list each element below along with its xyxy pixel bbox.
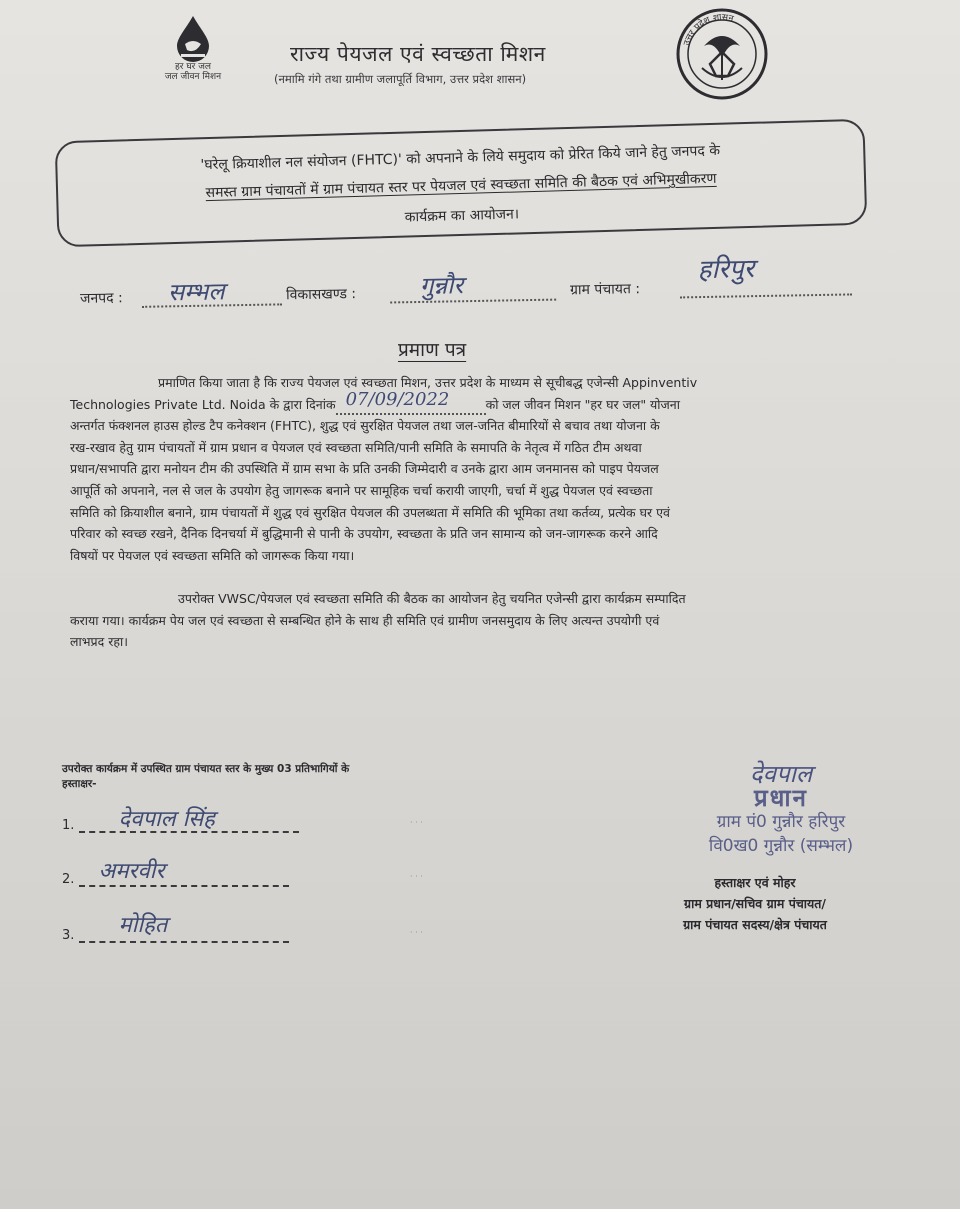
para1-line-2 — [70, 389, 912, 416]
stamp-line-2: वि0ख0 गुन्नौर (सम्भल) — [708, 836, 854, 856]
certificate-title: प्रमाण पत्र — [398, 339, 467, 361]
block-handwritten-value: गुन्नौर — [419, 271, 464, 300]
sign-block-line-1: हस्ताक्षर एवं मोहर — [714, 875, 796, 890]
mission-title: राज्य पेयजल एवं स्वच्छता मिशन — [290, 42, 546, 66]
logo-caption-1: हर घर जल — [175, 62, 211, 72]
para2-line-3: लाभप्रद रहा। — [70, 634, 128, 650]
signature-dashed-line — [79, 913, 289, 943]
signature-block — [630, 872, 880, 935]
mission-subtitle: (नमामि गंगे तथा ग्रामीण जलापूर्ति विभाग, उत्तर प्रदेश शासन) — [274, 72, 527, 86]
program-banner — [55, 119, 868, 248]
para1-line-7: समिति को क्रियाशील बनाने, ग्राम पंचायतों में शुद्ध एवं सुरक्षित पेयजल की उपलब्धता में समिति की भूमिका तथा कर्तव्य, प्रत्येक घर एवं — [70, 504, 670, 520]
sign-block-line-2: ग्राम प्रधान/सचिव ग्राम पंचायत/ — [684, 896, 826, 911]
participant-signature-row — [62, 913, 289, 943]
date-dotted-line — [336, 389, 486, 415]
banner-line-3: कार्यक्रम का आयोजन। — [404, 206, 520, 226]
para1-line-4: रख-रखाव हेतु ग्राम पंचायतों में ग्राम प्रधान व पेयजल एवं स्वच्छता समिति/पानी समिति के समापति के नेतृत्व में गठित टीम अथवा — [70, 439, 642, 455]
block-label: विकासखण्ड : — [285, 286, 357, 304]
participants-intro-line-2: हस्ताक्षर- — [62, 778, 97, 790]
participant-signature-row — [62, 807, 299, 833]
panchayat-handwritten-value: हरिपुर — [697, 254, 755, 286]
district-handwritten-value: सम्भल — [167, 277, 225, 307]
district-label: जनपद : — [79, 290, 123, 307]
water-drop-icon — [173, 14, 213, 62]
certificate-paragraph-1 — [70, 372, 912, 566]
para1-line-9: विषयों पर पेयजल एवं स्वच्छता समिति को जागरूक किया गया। — [70, 547, 355, 563]
block-dotted-line — [390, 285, 556, 304]
para1-line-1: प्रमाणित किया जाता है कि राज्य पेयजल एवं स्वच्छता मिशन, उत्तर प्रदेश के माध्यम से सूचीबद्ध एजेन्सी Appinventiv — [158, 375, 698, 390]
up-government-seal-icon — [674, 6, 770, 102]
participant-signature: देवपाल सिंह — [118, 807, 215, 832]
participant-number: 1. — [62, 818, 75, 833]
har-ghar-jal-logo — [158, 14, 228, 96]
participant-number: 3. — [62, 928, 75, 943]
sign-block-line-3: ग्राम पंचायत सदस्य/क्षेत्र पंचायत — [683, 917, 827, 932]
participants-intro — [62, 762, 532, 792]
stamp-line-1: ग्राम पं0 गुन्नौर हरिपुर — [716, 812, 846, 832]
certificate-paragraph-2 — [70, 588, 912, 653]
stamp-role: प्रधान — [754, 784, 808, 812]
banner-line-1: 'घरेलू क्रियाशील नल संयोजन (FHTC)' को अपनाने के लिये समुदाय को प्रेरित किये जाने हेतु जनपद के — [200, 142, 721, 174]
participant-number: 2. — [62, 872, 75, 887]
faint-mark: · · · — [410, 818, 423, 827]
date-handwritten-value: 07/09/2022 — [345, 389, 450, 411]
pradhan-handwritten-signature: देवपाल — [749, 760, 813, 788]
pradhan-stamp — [656, 762, 906, 858]
para1-line-8: परिवार को स्वच्छ रखने, दैनिक दिनचर्या में बुद्धिमानी से पानी के उपयोग, स्वच्छता के प्रति जन सामान्य को जन-जागरूक करने आदि — [70, 526, 658, 542]
para1-line-2-end: को जल जीवन मिशन "हर घर जल" योजना — [485, 396, 680, 412]
faint-mark: · · · — [410, 872, 423, 881]
para2-line-1: उपरोक्त VWSC/पेयजल एवं स्वच्छता समिति की बैठक का आयोजन हेतु चयनित एजेन्सी द्वारा कार्यक्रम सम्पादित — [178, 591, 686, 606]
seal-text: उत्तर प्रदेश शासन — [682, 12, 735, 47]
participants-intro-line-1: उपरोक्त कार्यक्रम में उपस्थित ग्राम पंचायत स्तर के मुख्य 03 प्रतिभागियों के — [62, 763, 350, 775]
participant-signature: मोहित — [118, 913, 168, 938]
faint-mark: · · · — [410, 928, 423, 937]
participant-signature-row — [62, 859, 289, 887]
para2-line-2: कराया गया। कार्यक्रम पेय जल एवं स्वच्छता से सम्बन्धित होने के साथ ही समिति एवं ग्रामीण जनसमुदाय के लिए अत्यन्त उपयोगी एवं — [70, 612, 660, 628]
signature-dashed-line — [79, 807, 299, 833]
logo-caption-2: जल जीवन मिशन — [164, 72, 222, 82]
banner-line-2: समस्त ग्राम पंचायतों में ग्राम पंचायत स्तर पर पेयजल एवं स्वच्छता समिति की बैठक एवं अभिमुखीकरण — [205, 170, 717, 202]
para1-line-3: अन्तर्गत फंक्शनल हाउस होल्ड टैप कनेक्शन (FHTC), शुद्ध एवं सुरक्षित पेयजल तथा जल-जनित बीमारियों से बचाव तथा योजना के — [70, 418, 660, 434]
para1-line-5: प्रधान/सभापति द्वारा मनोयन टीम की उपस्थिति में ग्राम सभा के प्रति उनकी जिम्मेदारी व उनके द्वारा आम जनमानस को पाइप पेयजल — [70, 461, 659, 477]
location-fields — [79, 254, 870, 313]
signature-dashed-line — [79, 859, 289, 887]
para1-line-2-start: Technologies Private Ltd. Noida के द्वारा दिनांक — [70, 396, 336, 412]
panchayat-label: ग्राम पंचायत : — [569, 281, 641, 299]
participant-signature: अमरवीर — [98, 859, 165, 884]
para1-line-6: आपूर्ति को अपनाने, नल से जल के उपयोग हेतु जागरूक बनाने पर सामूहिक चर्चा करायी जाएगी, चर्चा में शुद्ध पेयजल एवं स्वच्छता — [70, 482, 653, 498]
